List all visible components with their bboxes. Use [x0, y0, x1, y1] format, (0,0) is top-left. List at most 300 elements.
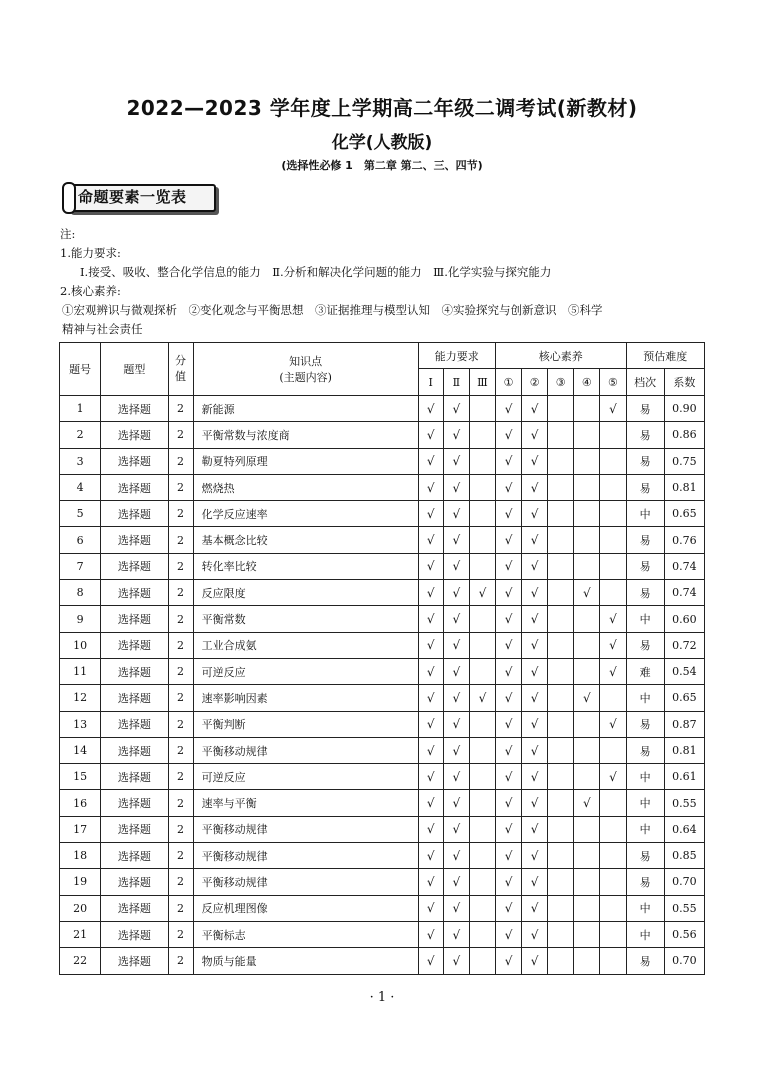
question-score: 2	[168, 895, 193, 921]
literacy-1-cell: √	[495, 685, 521, 711]
literacy-2-cell: √	[522, 764, 548, 790]
ability-2-cell: √	[443, 606, 469, 632]
ability-3-cell	[469, 843, 495, 869]
exam-spec-table	[59, 342, 705, 975]
literacy-line-1: ①宏观辨识与微观探析 ②变化观念与平衡思想 ③证据推理与模型认知 ④实验探究与创新意识 ⑤科学	[62, 303, 603, 317]
literacy-5-cell: √	[600, 711, 626, 737]
ability-2-cell: √	[443, 685, 469, 711]
question-topic: 燃烧热	[193, 474, 418, 500]
difficulty-coefficient: 0.75	[664, 448, 704, 474]
difficulty-level: 易	[626, 737, 664, 763]
literacy-3-cell	[548, 632, 574, 658]
literacy-5-cell	[600, 474, 626, 500]
literacy-2-cell: √	[522, 606, 548, 632]
literacy-2-cell: √	[522, 711, 548, 737]
difficulty-coefficient: 0.55	[664, 790, 704, 816]
question-score: 2	[168, 764, 193, 790]
question-type: 选择题	[101, 685, 168, 711]
literacy-5-cell	[600, 921, 626, 947]
header-score-label: 分值	[175, 354, 187, 383]
ability-1-cell: √	[418, 632, 443, 658]
question-score: 2	[168, 448, 193, 474]
question-number: 12	[60, 685, 101, 711]
question-topic: 可逆反应	[193, 764, 418, 790]
ability-2-cell: √	[443, 632, 469, 658]
question-type: 选择题	[101, 764, 168, 790]
table-row	[60, 737, 705, 763]
difficulty-coefficient: 0.72	[664, 632, 704, 658]
ability-1-cell: √	[418, 737, 443, 763]
literacy-1-cell: √	[495, 737, 521, 763]
header-ability: 能力要求	[418, 343, 495, 369]
difficulty-coefficient: 0.74	[664, 553, 704, 579]
literacy-4-cell	[574, 658, 600, 684]
literacy-1-cell: √	[495, 448, 521, 474]
literacy-1-cell: √	[495, 606, 521, 632]
literacy-3-cell	[548, 790, 574, 816]
question-number: 1	[60, 396, 101, 422]
question-type: 选择题	[101, 422, 168, 448]
literacy-4-cell	[574, 474, 600, 500]
difficulty-coefficient: 0.54	[664, 658, 704, 684]
literacy-3-cell	[548, 580, 574, 606]
literacy-3-cell	[548, 737, 574, 763]
literacy-3-cell	[548, 711, 574, 737]
ability-2-cell: √	[443, 869, 469, 895]
question-topic: 化学反应速率	[193, 501, 418, 527]
table-row	[60, 527, 705, 553]
ability-3-cell	[469, 448, 495, 474]
ability-1-cell: √	[418, 921, 443, 947]
literacy-5-cell	[600, 895, 626, 921]
question-score: 2	[168, 948, 193, 974]
literacy-4-cell: √	[574, 580, 600, 606]
literacy-3-cell	[548, 527, 574, 553]
difficulty-level: 易	[626, 527, 664, 553]
header-level: 档次	[626, 369, 664, 396]
ability-3-cell	[469, 422, 495, 448]
ability-2-cell: √	[443, 527, 469, 553]
difficulty-coefficient: 0.55	[664, 895, 704, 921]
literacy-3-cell	[548, 843, 574, 869]
difficulty-coefficient: 0.74	[664, 580, 704, 606]
literacy-4-cell	[574, 527, 600, 553]
table-row	[60, 632, 705, 658]
literacy-4-cell	[574, 422, 600, 448]
table-row	[60, 422, 705, 448]
question-type: 选择题	[101, 474, 168, 500]
literacy-1-cell: √	[495, 527, 521, 553]
scroll-curl-icon	[62, 182, 76, 214]
question-number: 18	[60, 843, 101, 869]
literacy-2-cell: √	[522, 869, 548, 895]
question-score: 2	[168, 711, 193, 737]
literacy-3-cell	[548, 658, 574, 684]
difficulty-coefficient: 0.81	[664, 474, 704, 500]
literacy-1-cell: √	[495, 580, 521, 606]
question-number: 22	[60, 948, 101, 974]
literacy-title: 2.核心素养:	[60, 284, 121, 298]
ability-3-cell	[469, 816, 495, 842]
literacy-4-cell	[574, 553, 600, 579]
ability-1-cell: √	[418, 474, 443, 500]
ability-items: Ⅰ.接受、吸收、整合化学信息的能力 Ⅱ.分析和解决化学问题的能力 Ⅲ.化学实验与探究能力	[80, 265, 552, 279]
literacy-5-cell	[600, 501, 626, 527]
difficulty-coefficient: 0.65	[664, 685, 704, 711]
question-number: 15	[60, 764, 101, 790]
literacy-5-cell	[600, 737, 626, 763]
question-topic: 平衡移动规律	[193, 816, 418, 842]
literacy-5-cell: √	[600, 764, 626, 790]
literacy-5-cell	[600, 816, 626, 842]
header-literacy-2: ②	[522, 369, 548, 396]
ability-1-cell: √	[418, 948, 443, 974]
literacy-4-cell	[574, 711, 600, 737]
literacy-2-cell: √	[522, 816, 548, 842]
literacy-2-cell: √	[522, 580, 548, 606]
ability-3-cell	[469, 632, 495, 658]
ability-3-cell	[469, 658, 495, 684]
difficulty-level: 易	[626, 422, 664, 448]
literacy-3-cell	[548, 869, 574, 895]
difficulty-level: 易	[626, 869, 664, 895]
ability-3-cell	[469, 553, 495, 579]
ability-2-cell: √	[443, 948, 469, 974]
question-topic: 工业合成氨	[193, 632, 418, 658]
ability-3-cell	[469, 711, 495, 737]
question-type: 选择题	[101, 448, 168, 474]
literacy-3-cell	[548, 474, 574, 500]
ability-1-cell: √	[418, 396, 443, 422]
literacy-2-cell: √	[522, 553, 548, 579]
header-literacy-3: ③	[548, 369, 574, 396]
literacy-3-cell	[548, 553, 574, 579]
difficulty-level: 易	[626, 448, 664, 474]
ability-1-cell: √	[418, 658, 443, 684]
difficulty-coefficient: 0.85	[664, 843, 704, 869]
ability-1-cell: √	[418, 422, 443, 448]
header-number: 题号	[60, 343, 101, 396]
literacy-4-cell	[574, 816, 600, 842]
ability-3-cell: √	[469, 580, 495, 606]
table-row	[60, 474, 705, 500]
question-type: 选择题	[101, 527, 168, 553]
difficulty-level: 中	[626, 790, 664, 816]
literacy-2-cell: √	[522, 474, 548, 500]
ability-3-cell	[469, 606, 495, 632]
question-score: 2	[168, 553, 193, 579]
literacy-1-cell: √	[495, 553, 521, 579]
question-topic: 新能源	[193, 396, 418, 422]
question-number: 6	[60, 527, 101, 553]
ability-2-cell: √	[443, 553, 469, 579]
literacy-5-cell	[600, 790, 626, 816]
page-number: · 1 ·	[369, 990, 395, 1005]
header-ability-3: Ⅲ	[469, 369, 495, 396]
page-subtitle: 化学(人教版)	[331, 133, 433, 153]
literacy-2-cell: √	[522, 790, 548, 816]
question-score: 2	[168, 527, 193, 553]
difficulty-level: 中	[626, 685, 664, 711]
table-row	[60, 396, 705, 422]
difficulty-coefficient: 0.90	[664, 396, 704, 422]
literacy-4-cell	[574, 895, 600, 921]
difficulty-level: 易	[626, 711, 664, 737]
literacy-4-cell	[574, 764, 600, 790]
ability-1-cell: √	[418, 501, 443, 527]
question-number: 4	[60, 474, 101, 500]
question-topic: 平衡移动规律	[193, 869, 418, 895]
literacy-1-cell: √	[495, 658, 521, 684]
literacy-3-cell	[548, 948, 574, 974]
difficulty-level: 易	[626, 580, 664, 606]
question-score: 2	[168, 606, 193, 632]
header-knowledge	[193, 343, 418, 396]
question-number: 10	[60, 632, 101, 658]
question-number: 16	[60, 790, 101, 816]
literacy-3-cell	[548, 501, 574, 527]
question-type: 选择题	[101, 580, 168, 606]
ability-2-cell: √	[443, 816, 469, 842]
table-row	[60, 921, 705, 947]
question-score: 2	[168, 843, 193, 869]
literacy-2-cell: √	[522, 895, 548, 921]
difficulty-coefficient: 0.70	[664, 869, 704, 895]
ability-2-cell: √	[443, 711, 469, 737]
question-topic: 平衡判断	[193, 711, 418, 737]
question-topic: 平衡移动规律	[193, 737, 418, 763]
header-coefficient: 系数	[664, 369, 704, 396]
question-number: 14	[60, 737, 101, 763]
question-number: 3	[60, 448, 101, 474]
question-score: 2	[168, 869, 193, 895]
ability-1-cell: √	[418, 685, 443, 711]
ability-2-cell: √	[443, 474, 469, 500]
ability-1-cell: √	[418, 553, 443, 579]
question-score: 2	[168, 632, 193, 658]
literacy-3-cell	[548, 606, 574, 632]
difficulty-level: 易	[626, 843, 664, 869]
ability-1-cell: √	[418, 606, 443, 632]
question-type: 选择题	[101, 921, 168, 947]
ability-3-cell	[469, 527, 495, 553]
ability-2-cell: √	[443, 895, 469, 921]
difficulty-coefficient: 0.64	[664, 816, 704, 842]
literacy-3-cell	[548, 816, 574, 842]
ability-3-cell	[469, 474, 495, 500]
ability-1-cell: √	[418, 869, 443, 895]
literacy-4-cell	[574, 606, 600, 632]
header-knowledge-sub: (主题内容)	[279, 371, 332, 384]
question-topic: 平衡常数与浓度商	[193, 422, 418, 448]
question-type: 选择题	[101, 790, 168, 816]
literacy-2-cell: √	[522, 948, 548, 974]
ability-2-cell: √	[443, 737, 469, 763]
ability-1-cell: √	[418, 448, 443, 474]
table-body	[60, 396, 705, 975]
question-score: 2	[168, 816, 193, 842]
question-topic: 勒夏特列原理	[193, 448, 418, 474]
question-number: 17	[60, 816, 101, 842]
question-number: 7	[60, 553, 101, 579]
literacy-2-cell: √	[522, 396, 548, 422]
literacy-2-cell: √	[522, 632, 548, 658]
literacy-4-cell	[574, 869, 600, 895]
literacy-4-cell: √	[574, 685, 600, 711]
literacy-1-cell: √	[495, 948, 521, 974]
header-type: 题型	[101, 343, 168, 396]
difficulty-level: 易	[626, 474, 664, 500]
table-row	[60, 580, 705, 606]
header-ability-1: Ⅰ	[418, 369, 443, 396]
ability-2-cell: √	[443, 658, 469, 684]
literacy-5-cell: √	[600, 396, 626, 422]
header-ability-2: Ⅱ	[443, 369, 469, 396]
literacy-5-cell	[600, 869, 626, 895]
question-score: 2	[168, 921, 193, 947]
literacy-2-cell: √	[522, 921, 548, 947]
question-type: 选择题	[101, 632, 168, 658]
literacy-5-cell	[600, 685, 626, 711]
ability-2-cell: √	[443, 921, 469, 947]
difficulty-level: 中	[626, 501, 664, 527]
literacy-2-cell: √	[522, 685, 548, 711]
ability-1-cell: √	[418, 843, 443, 869]
difficulty-coefficient: 0.86	[664, 422, 704, 448]
ability-1-cell: √	[418, 816, 443, 842]
ability-title: 1.能力要求:	[60, 246, 121, 260]
ability-3-cell: √	[469, 685, 495, 711]
literacy-4-cell: √	[574, 790, 600, 816]
difficulty-level: 中	[626, 816, 664, 842]
question-type: 选择题	[101, 895, 168, 921]
header-difficulty: 预估难度	[626, 343, 704, 369]
literacy-1-cell: √	[495, 764, 521, 790]
page-title: 2022—2023 学年度上学期高二年级二调考试(新教材)	[126, 96, 638, 120]
question-score: 2	[168, 474, 193, 500]
notes-section	[60, 225, 710, 339]
literacy-3-cell	[548, 685, 574, 711]
question-topic: 反应机理图像	[193, 895, 418, 921]
table-row	[60, 448, 705, 474]
question-number: 2	[60, 422, 101, 448]
difficulty-coefficient: 0.60	[664, 606, 704, 632]
literacy-5-cell: √	[600, 658, 626, 684]
table-row	[60, 658, 705, 684]
table-row	[60, 843, 705, 869]
difficulty-level: 中	[626, 921, 664, 947]
literacy-5-cell	[600, 580, 626, 606]
table-row	[60, 501, 705, 527]
question-topic: 转化率比较	[193, 553, 418, 579]
question-type: 选择题	[101, 606, 168, 632]
table-row	[60, 553, 705, 579]
literacy-4-cell	[574, 632, 600, 658]
question-type: 选择题	[101, 869, 168, 895]
difficulty-level: 易	[626, 396, 664, 422]
literacy-3-cell	[548, 448, 574, 474]
ability-1-cell: √	[418, 580, 443, 606]
question-type: 选择题	[101, 948, 168, 974]
question-number: 21	[60, 921, 101, 947]
question-score: 2	[168, 790, 193, 816]
difficulty-level: 易	[626, 948, 664, 974]
literacy-1-cell: √	[495, 422, 521, 448]
literacy-2-cell: √	[522, 737, 548, 763]
literacy-4-cell	[574, 948, 600, 974]
question-number: 13	[60, 711, 101, 737]
literacy-5-cell	[600, 553, 626, 579]
question-score: 2	[168, 658, 193, 684]
literacy-4-cell	[574, 737, 600, 763]
question-score: 2	[168, 396, 193, 422]
question-topic: 基本概念比较	[193, 527, 418, 553]
question-number: 9	[60, 606, 101, 632]
literacy-4-cell	[574, 396, 600, 422]
difficulty-level: 中	[626, 764, 664, 790]
question-score: 2	[168, 580, 193, 606]
difficulty-level: 难	[626, 658, 664, 684]
literacy-1-cell: √	[495, 843, 521, 869]
question-score: 2	[168, 685, 193, 711]
question-topic: 平衡标志	[193, 921, 418, 947]
literacy-1-cell: √	[495, 869, 521, 895]
difficulty-coefficient: 0.65	[664, 501, 704, 527]
question-type: 选择题	[101, 396, 168, 422]
difficulty-coefficient: 0.87	[664, 711, 704, 737]
literacy-3-cell	[548, 396, 574, 422]
question-number: 5	[60, 501, 101, 527]
literacy-1-cell: √	[495, 711, 521, 737]
literacy-3-cell	[548, 422, 574, 448]
header-literacy-1: ①	[495, 369, 521, 396]
difficulty-coefficient: 0.70	[664, 948, 704, 974]
ability-3-cell	[469, 764, 495, 790]
section-banner	[62, 180, 214, 212]
ability-2-cell: √	[443, 448, 469, 474]
literacy-1-cell: √	[495, 921, 521, 947]
question-topic: 平衡常数	[193, 606, 418, 632]
question-topic: 反应限度	[193, 580, 418, 606]
ability-3-cell	[469, 737, 495, 763]
question-topic: 平衡移动规律	[193, 843, 418, 869]
question-topic: 可逆反应	[193, 658, 418, 684]
question-type: 选择题	[101, 843, 168, 869]
literacy-3-cell	[548, 895, 574, 921]
ability-1-cell: √	[418, 527, 443, 553]
literacy-line-2: 精神与社会责任	[62, 322, 143, 336]
table-row	[60, 869, 705, 895]
ability-3-cell	[469, 396, 495, 422]
literacy-1-cell: √	[495, 501, 521, 527]
ability-1-cell: √	[418, 711, 443, 737]
table-row	[60, 790, 705, 816]
ability-3-cell	[469, 869, 495, 895]
difficulty-coefficient: 0.76	[664, 527, 704, 553]
literacy-5-cell	[600, 422, 626, 448]
question-type: 选择题	[101, 711, 168, 737]
question-type: 选择题	[101, 737, 168, 763]
ability-1-cell: √	[418, 895, 443, 921]
ability-3-cell	[469, 921, 495, 947]
difficulty-coefficient: 0.81	[664, 737, 704, 763]
table-row	[60, 816, 705, 842]
table-row	[60, 685, 705, 711]
literacy-5-cell: √	[600, 632, 626, 658]
literacy-2-cell: √	[522, 422, 548, 448]
literacy-3-cell	[548, 764, 574, 790]
question-number: 8	[60, 580, 101, 606]
